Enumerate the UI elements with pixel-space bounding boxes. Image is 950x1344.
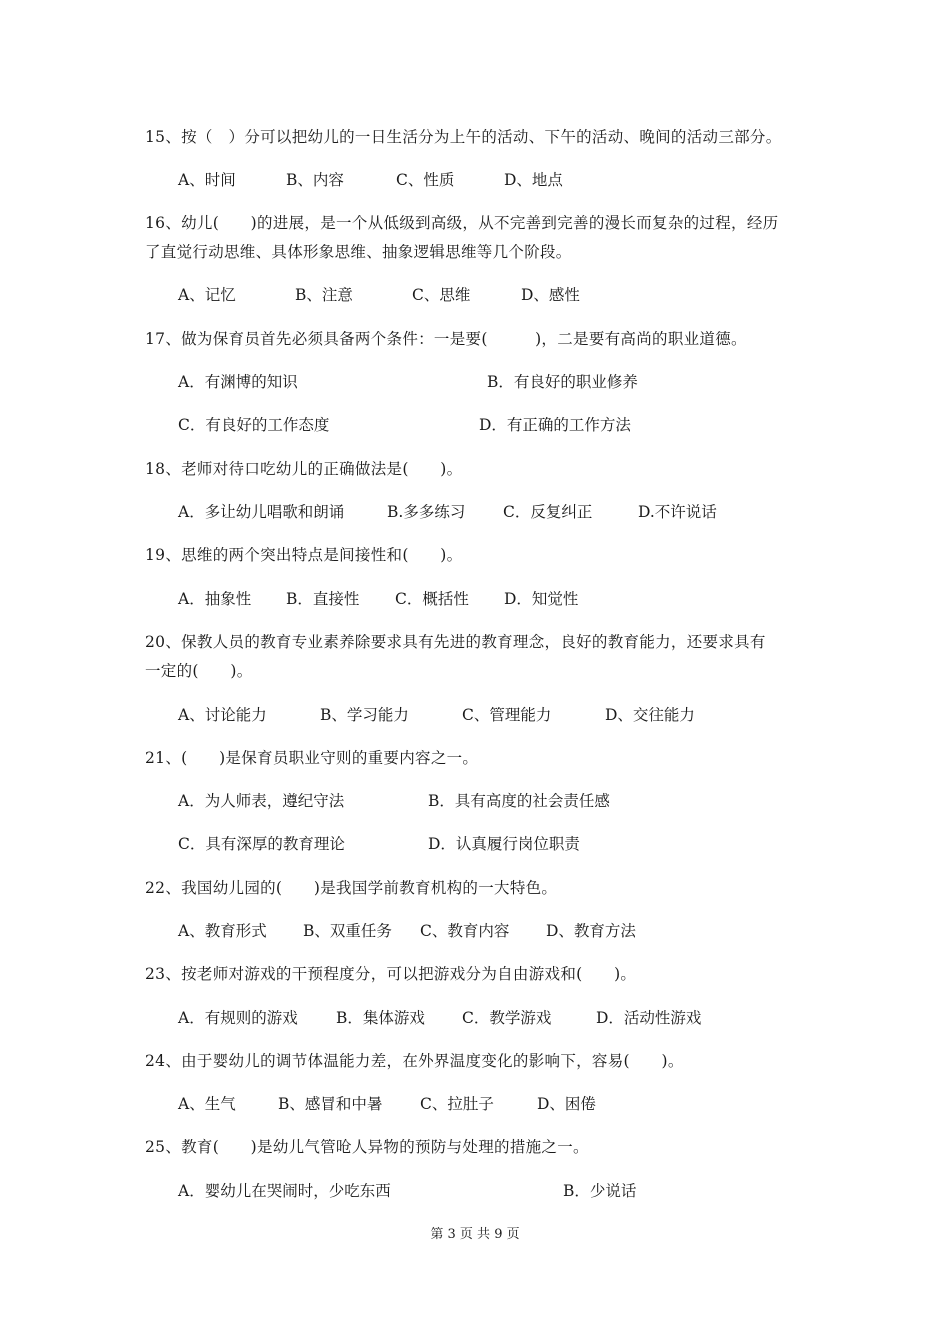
question-17-text: 17、做为保育员首先必须具备两个条件：一是要( )，二是要有高尚的职业道德。 [145, 330, 747, 348]
question-15-option-d: D、地点 [504, 171, 563, 189]
question-17-option-a: A．有渊博的知识 [178, 373, 298, 391]
question-23-option-d: D．活动性游戏 [596, 1009, 702, 1027]
question-16-option-a: A、记忆 [178, 286, 236, 304]
question-16-option-b: B、注意 [295, 286, 353, 304]
question-15-option-a: A、时间 [178, 171, 236, 189]
question-18-text: 18、老师对待口吃幼儿的正确做法是( )。 [145, 460, 463, 478]
question-17-option-c: C．有良好的工作态度 [178, 416, 330, 434]
question-24-text: 24、由于婴幼儿的调节体温能力差，在外界温度变化的影响下，容易( )。 [145, 1052, 684, 1070]
page-number-footer: 第 3 页 共 9 页 [430, 1227, 520, 1242]
question-15-text: 15、按（ ）分可以把幼儿的一日生活分为上午的活动、下午的活动、晚间的活动三部分。 [145, 128, 782, 146]
question-20-option-c: C、管理能力 [462, 706, 552, 724]
question-21-text: 21、( )是保育员职业守则的重要内容之一。 [145, 749, 479, 767]
question-23-option-b: B．集体游戏 [336, 1009, 425, 1027]
question-25-option-b: B．少说话 [563, 1182, 637, 1200]
question-15-option-b: B、内容 [286, 171, 344, 189]
question-19-text: 19、思维的两个突出特点是间接性和( )。 [145, 546, 463, 564]
question-21-option-b: B．具有高度的社会责任感 [428, 792, 610, 810]
question-18-option-d: D.不许说话 [638, 503, 717, 521]
question-22-option-d: D、教育方法 [546, 922, 636, 940]
question-22-option-c: C、教育内容 [420, 922, 510, 940]
question-17-option-d: D．有正确的工作方法 [479, 416, 631, 434]
question-16-option-d: D、感性 [521, 286, 580, 304]
question-23-option-c: C．教学游戏 [462, 1009, 552, 1027]
question-21-option-d: D．认真履行岗位职责 [428, 835, 580, 853]
question-20-option-d: D、交往能力 [605, 706, 695, 724]
question-21-option-a: A．为人师表，遵纪守法 [178, 792, 345, 810]
question-19-option-a: A．抽象性 [178, 590, 252, 608]
question-23-text: 23、按老师对游戏的干预程度分，可以把游戏分为自由游戏和( )。 [145, 965, 637, 983]
question-19-option-d: D．知觉性 [504, 590, 579, 608]
question-24-option-a: A、生气 [178, 1095, 236, 1113]
question-24-option-b: B、感冒和中暑 [278, 1095, 383, 1113]
question-24-option-d: D、困倦 [537, 1095, 596, 1113]
question-18-option-a: A．多让幼儿唱歌和朗诵 [178, 503, 345, 521]
question-22-option-b: B、双重任务 [303, 922, 392, 940]
question-18-option-b: B.多多练习 [387, 503, 466, 521]
question-25-option-a: A．婴幼儿在哭闹时，少吃东西 [178, 1182, 391, 1200]
question-19-option-b: B．直接性 [286, 590, 360, 608]
question-20-option-b: B、学习能力 [320, 706, 409, 724]
question-15-option-c: C、性质 [396, 171, 455, 189]
question-22-text: 22、我国幼儿园的( )是我国学前教育机构的一大特色。 [145, 879, 558, 897]
question-18-option-c: C．反复纠正 [503, 503, 593, 521]
question-19-option-c: C．概括性 [395, 590, 469, 608]
question-20-text-line-1: 20、保教人员的教育专业素养除要求具有先进的教育理念，良好的教育能力，还要求具有 [145, 633, 766, 651]
question-21-option-c: C．具有深厚的教育理论 [178, 835, 345, 853]
question-16-option-c: C、思维 [412, 286, 471, 304]
question-17-option-b: B．有良好的职业修养 [487, 373, 638, 391]
question-23-option-a: A．有规则的游戏 [178, 1009, 298, 1027]
question-16-text-line-1: 16、幼儿( )的进展，是一个从低级到高级，从不完善到完善的漫长而复杂的过程，经历 [145, 214, 779, 232]
question-16-text-line-2: 了直觉行动思维、具体形象思维、抽象逻辑思维等几个阶段。 [145, 243, 572, 261]
question-20-text-line-2: 一定的( )。 [145, 662, 253, 680]
question-22-option-a: A、教育形式 [178, 922, 267, 940]
question-25-text: 25、教育( )是幼儿气管呛人异物的预防与处理的措施之一。 [145, 1138, 589, 1156]
question-20-option-a: A、讨论能力 [178, 706, 267, 724]
question-24-option-c: C、拉肚子 [420, 1095, 494, 1113]
